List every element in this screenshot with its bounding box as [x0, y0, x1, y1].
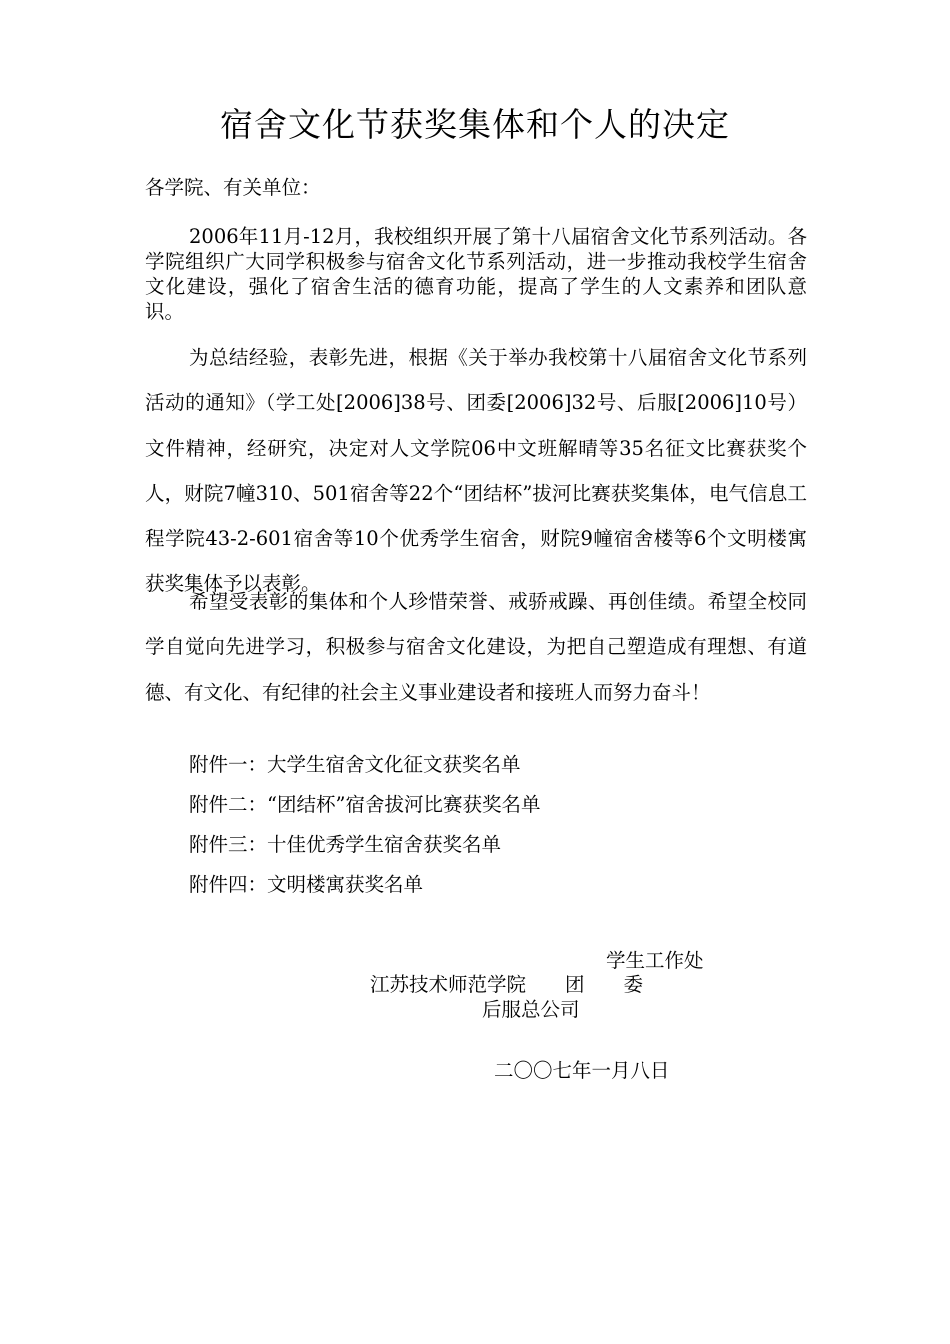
signature-student-affairs: 学生工作处 — [606, 949, 704, 972]
body-paragraph-1: 2006年11月-12月，我校组织开展了第十八届宿舍文化节系列活动。各学院组织广大同学积极参与宿舍文化节系列活动，进一步推动我校学生宿舍文化建设，强化了宿舍生活的德育功能，提高了学生的人文素养和团队意识。 — [145, 225, 807, 323]
attachment-item-2: 附件二：“团结杯”宿舍拔河比赛获奖名单 — [189, 793, 541, 816]
salutation: 各学院、有关单位： — [145, 176, 321, 199]
body-paragraph-3: 希望受表彰的集体和个人珍惜荣誉、戒骄戒躁、再创佳绩。希望全校同学自觉向先进学习，积极参与宿舍文化建设，为把自己塑造成有理想、有道德、有文化、有纪律的社会主义事业建设者和接班人而努力奋斗！ — [145, 590, 807, 704]
attachment-item-1: 附件一：大学生宿舍文化征文获奖名单 — [189, 753, 521, 776]
attachment-list — [189, 745, 540, 905]
body-paragraph-2: 为总结经验，表彰先进，根据《关于举办我校第十八届宿舍文化节系列活动的通知》（学工处[2006]38号、团委[2006]32号、后服[2006]10号）文件精神，经研究，决定对人文学院06中文班解晴等35名征文比赛获奖个人，财院7幢310、501宿舍等22个“团结杯”拔河比赛获奖集体，电气信息工程学院43-2-601宿舍等10个优秀学生宿舍，财院9幢宿舍楼等6个文明楼寓获奖集体予以表彰。 — [145, 346, 807, 596]
signature-logistics-company: 后服总公司 — [482, 998, 580, 1021]
signature-university-youth-league: 江苏技术师范学院 团 委 — [370, 973, 644, 996]
signature-date: 二〇〇七年一月八日 — [494, 1059, 670, 1082]
attachment-item-3: 附件三：十佳优秀学生宿舍获奖名单 — [189, 833, 502, 856]
document-title: 宿舍文化节获奖集体和个人的决定 — [220, 105, 730, 144]
attachment-item-4: 附件四：文明楼寓获奖名单 — [189, 873, 424, 896]
